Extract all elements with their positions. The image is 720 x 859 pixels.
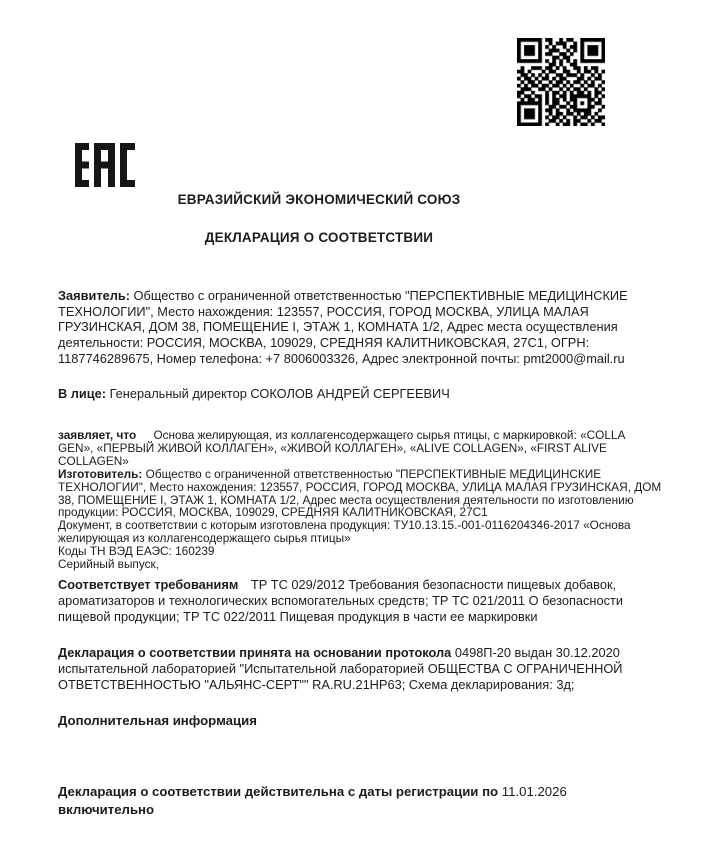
product-document-line: Документ, в соответствии с которым изготовлена продукция: ТУ10.13.15.-001-0116204346-2017 «Основа желирующая из коллагенсодержащего сырья птицы» [58,518,631,546]
basis-section [58,645,662,692]
additional-info-section [58,713,662,729]
representative-text: Генеральный директор СОКОЛОВ АНДРЕЙ СЕРГЕЕВИЧ [109,386,450,401]
tnved-codes-line: Коды ТН ВЭД ЕАЭС: 160239 [58,544,215,559]
validity-suffix: включительно [58,801,155,817]
product-line [58,429,662,468]
validity-section [58,783,662,818]
applicant-label: Заявитель: [58,288,130,303]
validity-label: Декларация о соответствии действительна с даты регистрации по [58,784,499,799]
qr-code-icon [517,38,605,126]
applicant-text: Общество с ограниченной ответственностью "ПЕРСПЕКТИВНЫЕ МЕДИЦИНСКИЕ ТЕХНОЛОГИИ", Место нахождения: 123557, РОССИЯ, ГОРОД МОСКВА, УЛИЦА МАЛАЯ ГРУЗИНСКАЯ, ДОМ 38, ПОМЕЩЕНИЕ I, ЭТАЖ 1, КОМНАТА 1/2, Адрес места осуществления деятельности: РОССИЯ, МОСКВА, 109029, СРЕДНЯЯ КАЛИТНИКОВСКАЯ, 27С1, ОГРН: 1187746289675, Номер телефона: +7 8006003326, Адрес электронной почты: pmt2000@mail.ru [58,288,628,366]
union-title: ЕВРАЗИЙСКИЙ ЭКОНОМИЧЕСКИЙ СОЮЗ [177,192,461,207]
validity-date: 11.01.2026 [501,784,567,799]
compliance-label: Соответствует требованиям [58,577,239,592]
product-text: Основа желирующая, из коллагенсодержащего сырья птицы, с маркировкой: «COLLA GEN», «ПЕРВЫЙ ЖИВОЙ КОЛЛАГЕН», «ЖИВОЙ КОЛЛАГЕН», «ALIVE COLLAGEN», «FIRST ALIVE COLLAGEN» [58,428,625,468]
declaration-subject-section [58,429,662,571]
manufacturer-text: Общество с ограниченной ответственностью "ПЕРСПЕКТИВНЫЕ МЕДИЦИНСКИЕ ТЕХНОЛОГИИ", Место нахождения: 123557, РОССИЯ, ГОРОД МОСКВА, УЛИЦА МАЛАЯ ГРУЗИНСКАЯ, ДОМ 38, ПОМЕЩЕНИЕ I, ЭТАЖ 1, КОМНАТА 1/2, Адрес места осуществления деятельности по изготовлению продукции: РОССИЯ, МОСКВА, 109029, СРЕДНЯЯ КАЛИТНИКОВСКАЯ, 27С1 [58,466,662,520]
document-title: ДЕКЛАРАЦИЯ О СООТВЕТСТВИИ [204,230,434,245]
manufacturer-line [58,468,662,520]
eac-logo-icon [75,143,135,187]
compliance-section [58,577,662,625]
declares-label: заявляет, что [58,428,137,442]
applicant-section [58,288,662,367]
representative-section [58,386,662,402]
serial-release-line: Серийный выпуск, [58,557,159,572]
basis-label: Декларация о соответствии принята на основании протокола [58,645,452,660]
basis-text: 0498П-20 выдан 30.12.2020 испытательной лабораторией "Испытательной лабораторией ОБЩЕСТВА С ОГРАНИЧЕННОЙ ОТВЕТСТВЕННОСТЬЮ "АЛЬЯНС-СЕРТ"" RA.RU.21НР63; Схема декларирования: 3д; [58,645,623,692]
manufacturer-label: Изготовитель: [58,466,143,481]
additional-info-label: Дополнительная информация [58,713,257,728]
representative-label: В лице: [58,386,107,401]
compliance-text: ТР ТС 029/2012 Требования безопасности пищевых добавок, ароматизаторов и технологических вспомогательных средств; ТР ТС 021/2011 О безопасности пищевой продукции; ТР ТС 022/2011 Пищевая продукция в части ее маркировки [58,577,623,624]
